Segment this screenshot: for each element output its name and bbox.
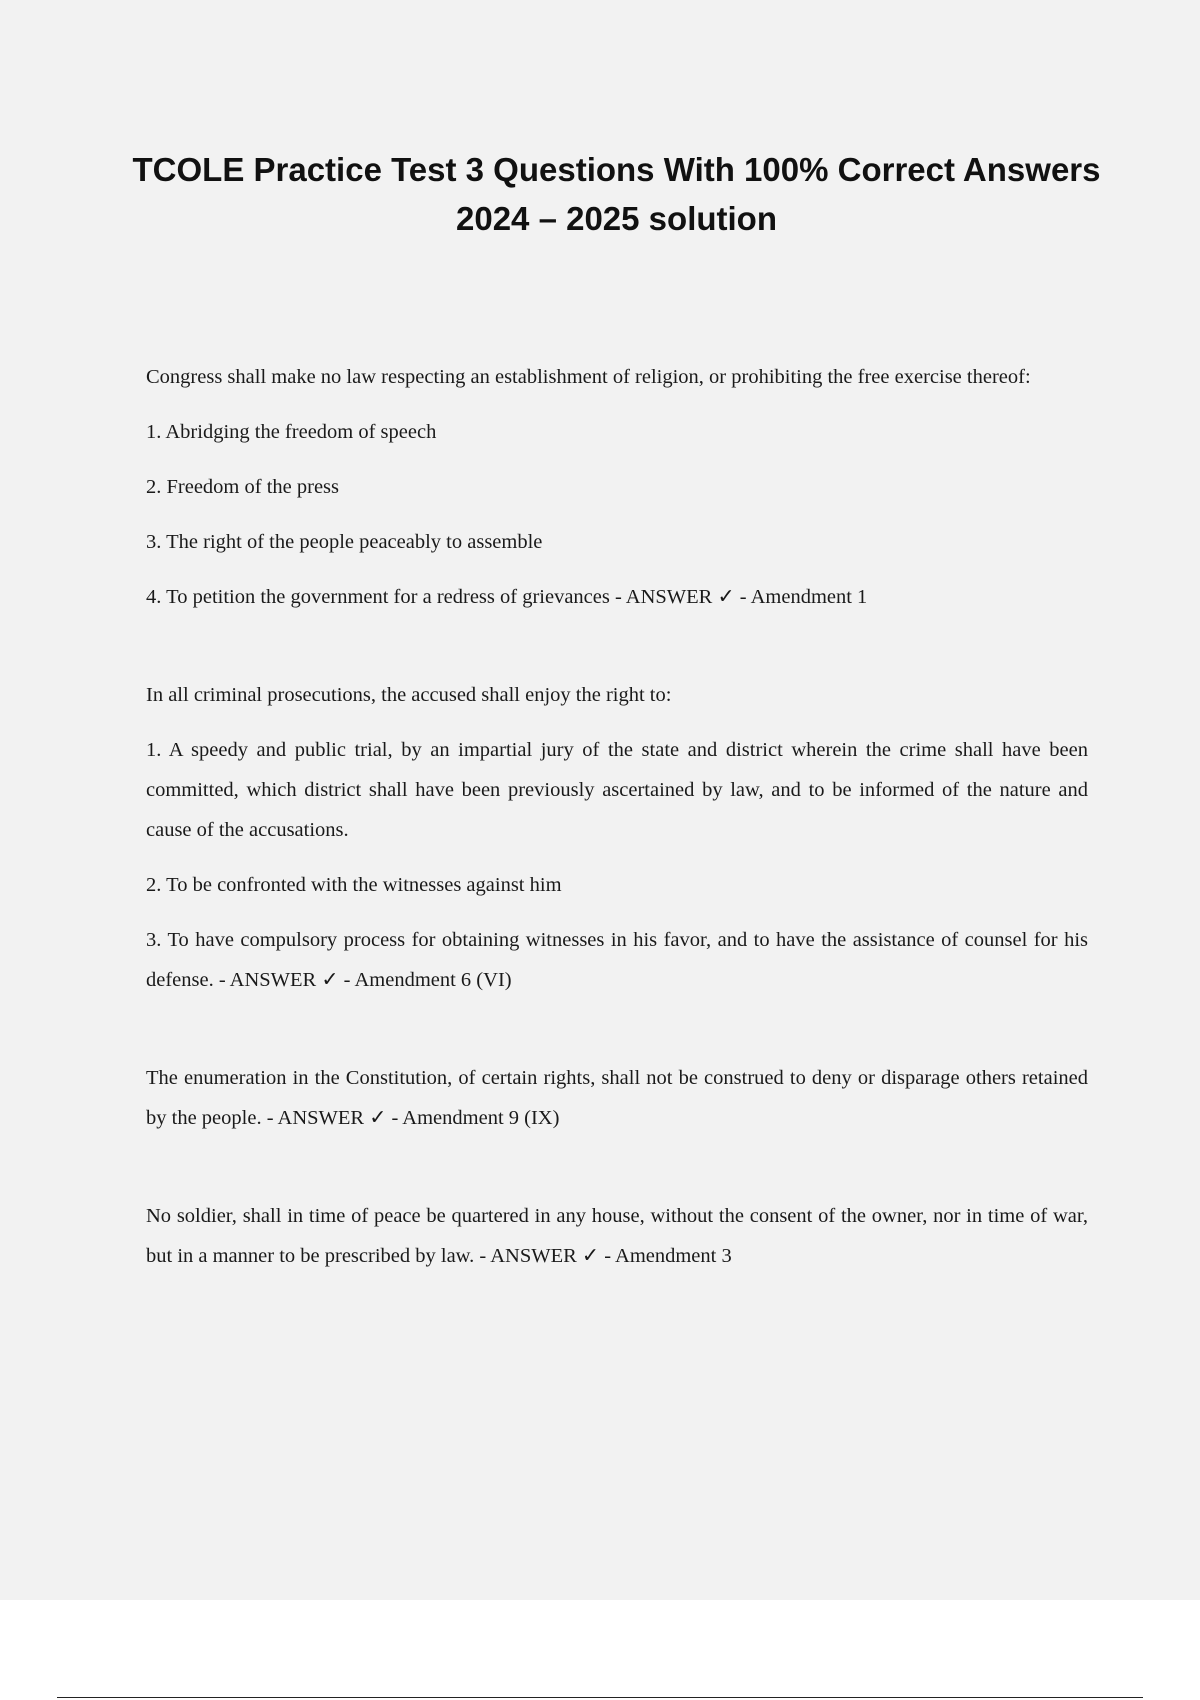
question-block-4: [146, 1196, 1088, 1276]
list-item-answer: 3. To have compulsory process for obtaining witnesses in his favor, and to have the assistance of counsel for his defense. - ANSWER ✓ - Amendment 6 (VI): [146, 929, 1088, 991]
document-title: TCOLE Practice Test 3 Questions With 100% Correct Answers 2024 – 2025 solution: [132, 151, 1101, 237]
footer-divider: [57, 1697, 1143, 1698]
list-item: 1. Abridging the freedom of speech: [146, 421, 437, 443]
question-list: [146, 357, 1088, 1334]
list-item: 3. The right of the people peaceably to assemble: [146, 531, 543, 553]
list-item-answer: 4. To petition the government for a redress of grievances - ANSWER ✓ - Amendment 1: [146, 586, 868, 608]
list-item: 2. Freedom of the press: [146, 476, 339, 498]
question-text: In all criminal prosecutions, the accused shall enjoy the right to:: [146, 684, 672, 706]
question-block-3: [146, 1058, 1088, 1138]
question-text-answer: The enumeration in the Constitution, of certain rights, shall not be construed to deny or disparage others retained by the people. - ANSWER ✓ - Amendment 9 (IX): [146, 1067, 1088, 1129]
list-item: 1. A speedy and public trial, by an impartial jury of the state and district wherein the crime shall have been committed, which district shall have been previously ascertained by law, and to be informed of the nature and cause of the accusations.: [146, 739, 1088, 841]
question-text-answer: No soldier, shall in time of peace be quartered in any house, without the consent of the owner, nor in time of war, but in a manner to be prescribed by law. - ANSWER ✓ - Amendment 3: [146, 1205, 1088, 1267]
question-block-1: [146, 357, 1088, 617]
question-block-2: [146, 675, 1088, 1000]
question-text: Congress shall make no law respecting an establishment of religion, or prohibiting the free exercise thereof:: [146, 366, 1031, 388]
list-item: 2. To be confronted with the witnesses against him: [146, 874, 562, 896]
